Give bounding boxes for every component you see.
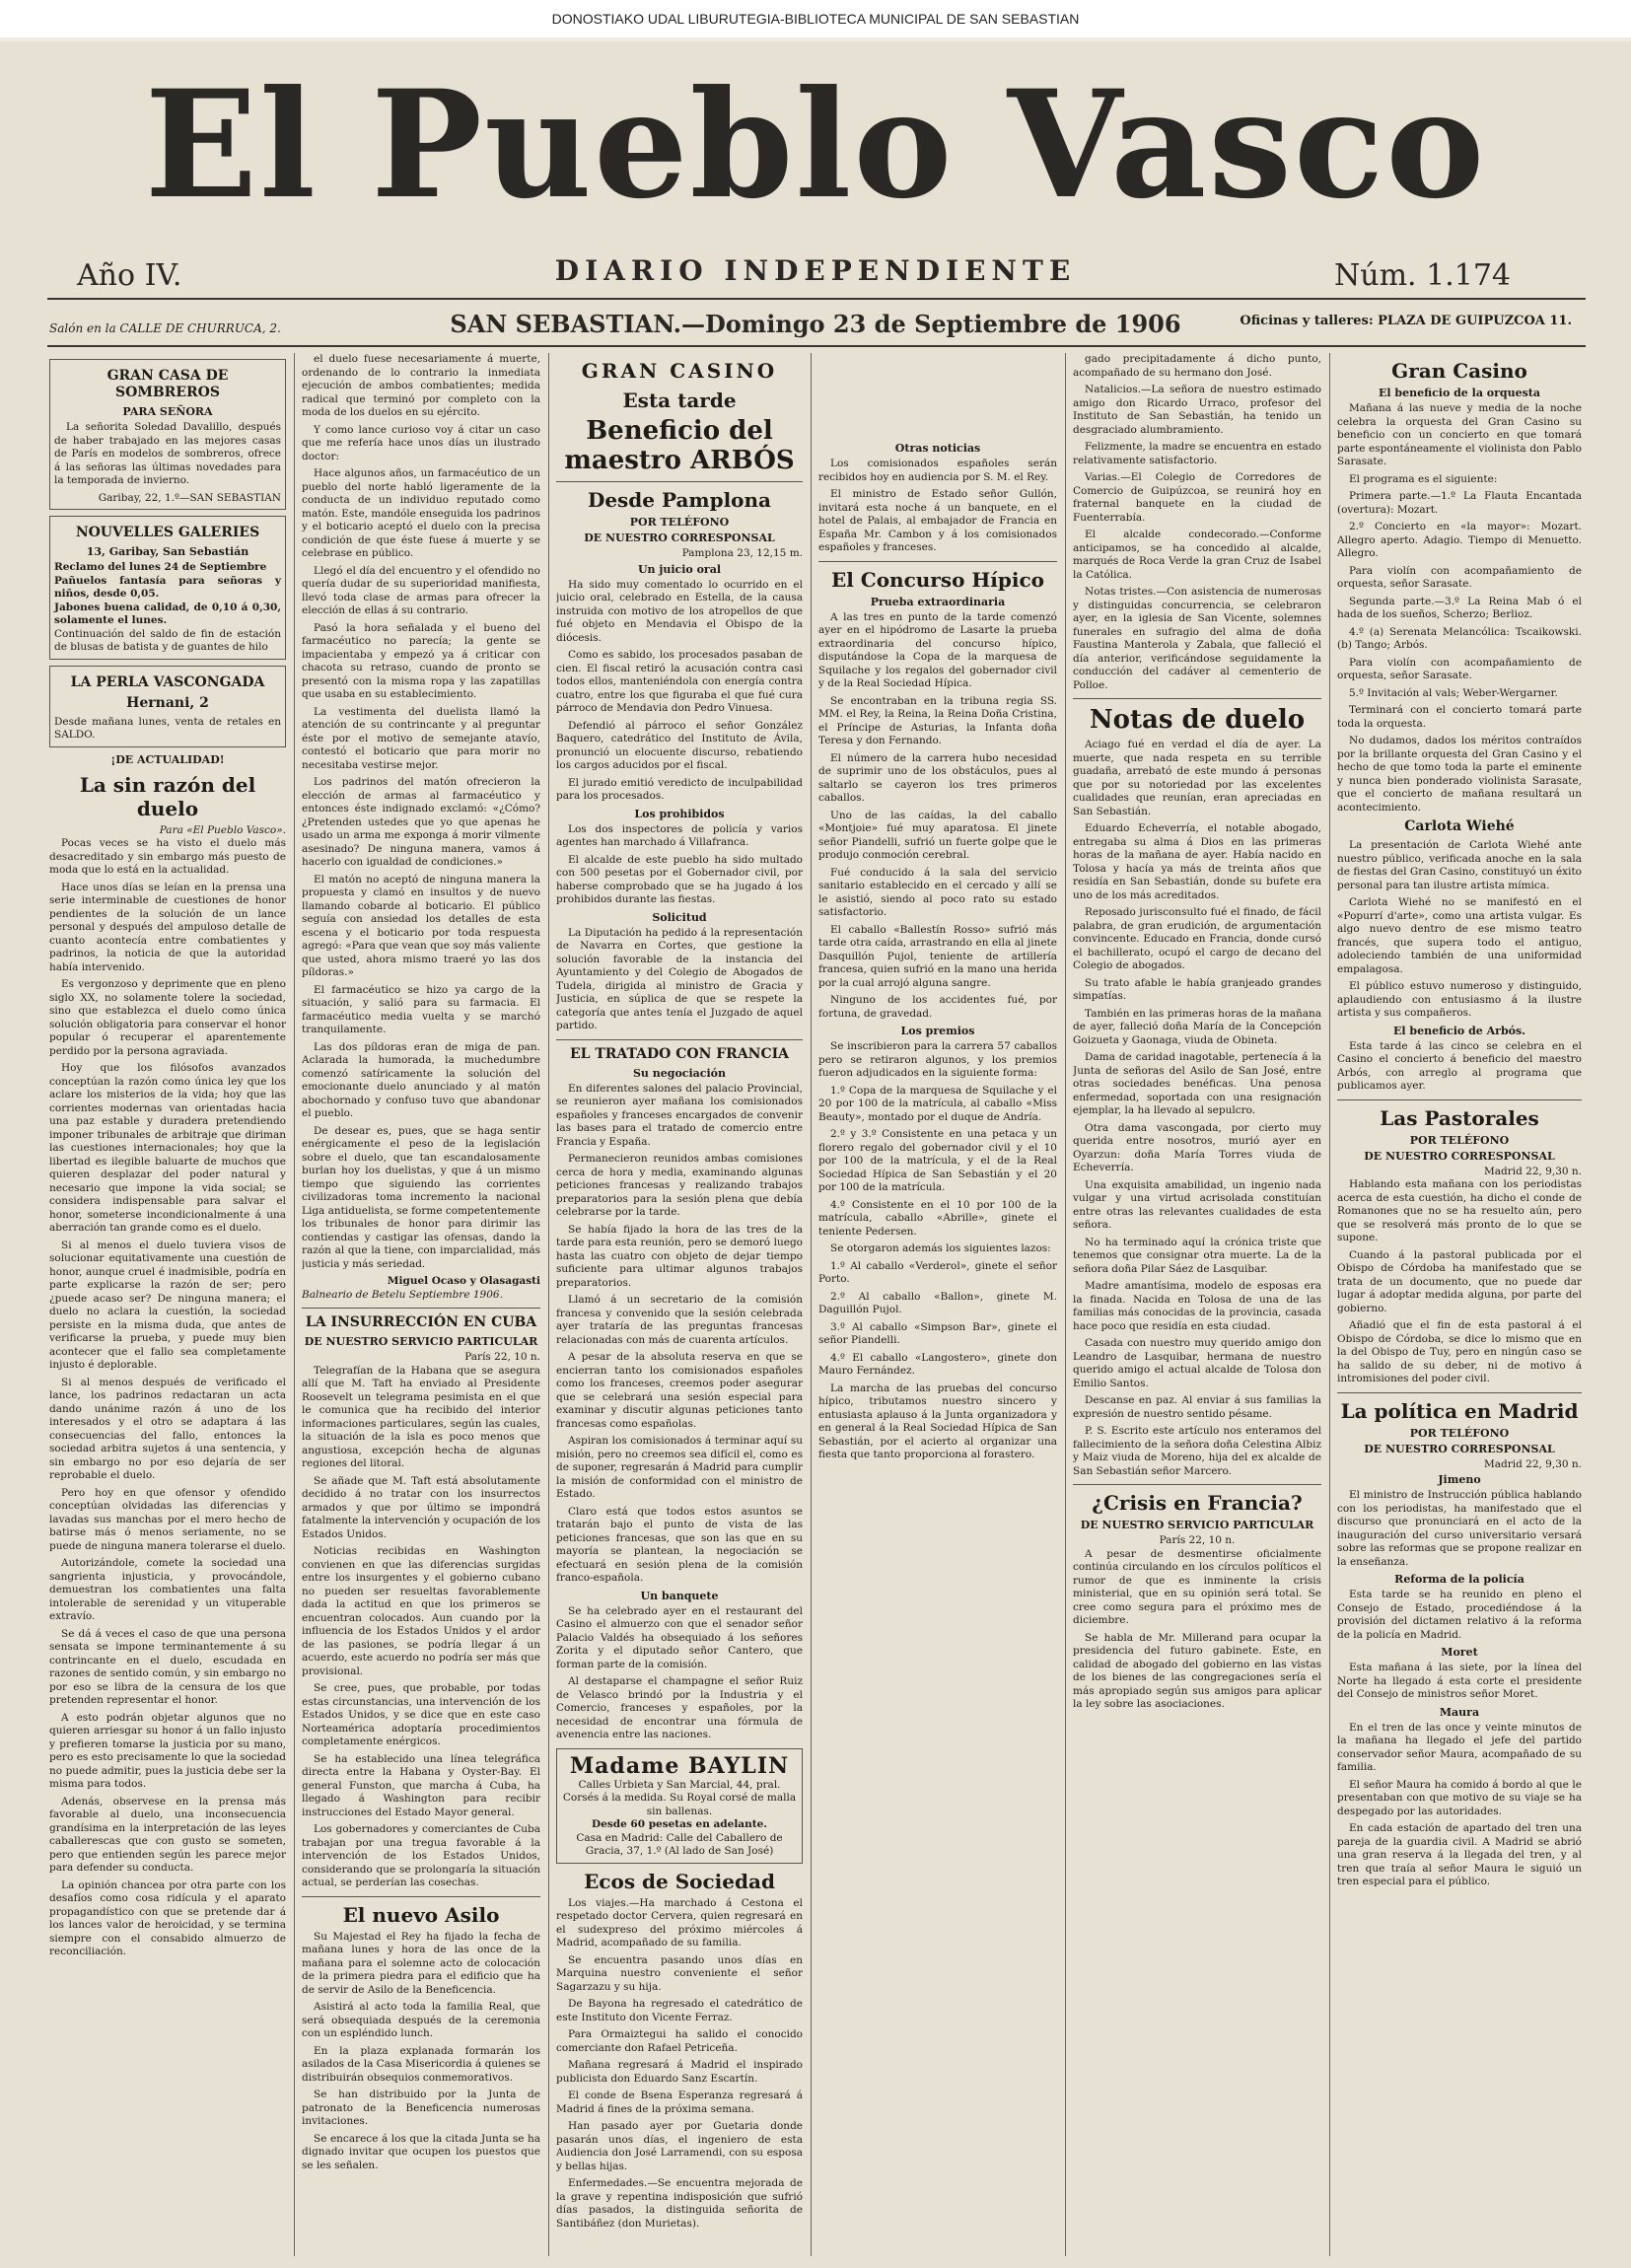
- paragraph: Se ha celebrado ayer en el restaurant del Casino el almuerzo con que el senador señor Palacio Valdés ha obsequiado á los señores Zorita y el diputado señor Cantero, que forman parte de la comisión.: [556, 1604, 803, 1670]
- paragraph: El conde de Bsena Esperanza regresará á Madrid á fines de la próxima semana.: [556, 2090, 803, 2115]
- paragraph: Los comisionados españoles serán recibidos hoy en audiencia por S. M. el Rey.: [818, 458, 1057, 483]
- masthead-rule-bottom: [47, 345, 1586, 347]
- gran-casino-title: Beneficio del maestro ARBÓS: [564, 416, 795, 475]
- paragraph: Añadió que el fin de esta pastoral á el Obispo de Córdoba, se dice lo mismo que en la del Obispo de Tuy, pero en ningún caso se ha salido de su deber, ni de motivo á intromisiones del poder civil.: [1337, 1319, 1582, 1384]
- paragraph: Primera parte.—1.º La Flauta Encantada (overtura): Mozart.: [1337, 490, 1582, 516]
- paragraph: Esta tarde se ha reunido en pleno el Consejo de Estado, procediéndose á la provisión del dictamen relativo á la reforma de la policía en Madrid.: [1337, 1589, 1582, 1641]
- paragraph: Segunda parte.—3.º La Reina Mab ó el hada de los sueños, Scherzo; Berlioz.: [1337, 595, 1582, 620]
- paragraph: Para violín con acompañamiento de orquesta, señor Sarasate.: [1337, 656, 1582, 681]
- article-title: La política en Madrid: [1340, 1398, 1579, 1423]
- ad-text: La señorita Soledad Davalillo, después de haber trabajado en las mejores casas de París en modelos de sombreros, ofrece á las señoras las últimas novedades para la temporada de invierno.: [54, 421, 281, 486]
- paragraph: El farmacéutico se hizo ya cargo de la situación, y salió para su farmacia. El farmacéutico media vuelta y se marchó tranquilamente.: [302, 983, 540, 1035]
- subheading: Jimeno: [1438, 1473, 1481, 1486]
- ad-text: Calles Urbieta y San Marcial, 44, pral. Corsés á la medida. Su Royal corsé de malla sin ballenas.: [562, 1778, 797, 1817]
- paragraph: Varias.—El Colegio de Corredores de Comercio de Guipúzcoa, se reunirá hoy en fraternal banquete en la ciudad de Fuenterrabía.: [1073, 471, 1321, 524]
- paragraph: 4.º El caballo «Langostero», ginete don Mauro Fernández.: [818, 1351, 1057, 1377]
- paragraph: Ninguno de los accidentes fué, por fortuna, de gravedad.: [818, 994, 1057, 1020]
- paragraph: El programa es el siguiente:: [1349, 472, 1498, 485]
- ad-line: Reclamo del lunes 24 de Septiembre: [54, 561, 267, 573]
- article-title: La sin razón del duelo: [79, 772, 256, 820]
- gran-casino-subtitle: Esta tarde: [622, 389, 737, 412]
- ad-madame-baylin: [556, 1748, 803, 1864]
- ad-price: Desde 60 pesetas en adelante.: [592, 1818, 767, 1830]
- salon-address: Salón en la CALLE DE CHURRUCA, 2.: [49, 321, 281, 335]
- paragraph: El jurado emitió veredicto de inculpabilidad para los procesados.: [556, 776, 803, 802]
- paragraph: Telegrafían de la Habana que se asegura allí que M. Taft ha enviado al Presidente Roosevelt un telegrama pesimista en el que le comunica que ha recibido del interior informaciones particulares, según las cuales, la situación de la isla es poco menos que angustiosa, excepción hecha de algunas regiones del litoral.: [302, 1364, 540, 1469]
- paragraph: Permanecieron reunidos ambas comisiones cerca de hora y media, examinando algunas peticiones francesas y realizando trabajos preparatorios para la sesión plena que debía celebrarse por la tarde.: [556, 1153, 803, 1218]
- paragraph: A esto podrán objetar algunos que no quieren arriesgar su honor á un fallo injusto y prefieren tomarse la justicia por su mano, pero es esto precisamente lo que la sociedad no puede admitir, pues la justicia debe ser la misma para todos.: [49, 1711, 286, 1790]
- article-title: LA INSURRECCIÓN EN CUBA: [305, 1314, 537, 1330]
- paragraph: Felizmente, la madre se encuentra en estado relativamente satisfactorio.: [1073, 441, 1321, 466]
- paragraph: La presentación de Carlota Wiehé ante nuestro público, verificada anoche en la sala de fiestas del Gran Casino, constituyó un éxito personal para tan ilustre artista mímica.: [1337, 839, 1582, 891]
- paragraph: Defendió al párroco el señor González Baquero, catedrático del Instituto de Ávila, pronunció un elocuente discurso, rebatiendo los cargos aducidos por el fiscal.: [556, 719, 803, 771]
- masthead-subtitle: DIARIO INDEPENDIENTE: [554, 254, 1077, 287]
- paragraph: Para violín con acompañamiento de orquesta, señor Sarasate.: [1337, 564, 1582, 590]
- subheading: Otras noticias: [894, 442, 981, 455]
- article-title: Gran Casino: [1391, 359, 1527, 383]
- ad-subtitle: PARA SEÑORA: [122, 405, 213, 418]
- paragraph: 3.º Al caballo «Simpson Bar», ginete el señor Piandelli.: [818, 1320, 1057, 1346]
- paragraph: No dudamos, dados los méritos contraídos por la brillante orquesta del Gran Casino y el hecho de que tomo toda la parte el eminente y nunca bien ponderado violinista Sarasate, que el concierto de mañana resultará un acontecimiento.: [1337, 735, 1582, 814]
- column-divider: [1065, 353, 1066, 2256]
- paragraph: Enfermedades.—Se encuentra mejorada de la grave y repentina indisposición que sufrió días pasados, la distinguida señorita de Santibáñez (don Murietas).: [556, 2177, 803, 2230]
- paragraph: Mañana regresará á Madrid el inspirado publicista don Eduardo Sanz Escartín.: [556, 2059, 803, 2085]
- subheading: Prueba extraordinaria: [870, 595, 1006, 608]
- dateline: Madrid 22, 9,30 n.: [1483, 1165, 1582, 1177]
- paragraph: El ministro de Estado señor Gullón, invitará esta noche á un banquete, en el hotel de Palais, al embajador de Francia en España Mr. Cambon y á los comisionados españoles y franceses.: [818, 488, 1057, 553]
- paragraph: Llegó el día del encuentro y el ofendido no quería dudar de su superioridad manifiesta, llevó toda clase de armas para ofrecer la elección de ellas á su contrario.: [302, 564, 540, 616]
- ad-title: GRAN CASA DE SOMBREROS: [106, 368, 229, 400]
- paragraph: El alcalde de este pueblo ha sido multado con 500 pesetas por el Gobernador civil, por haberse comprobado que se ha jugado á los prohibidos durante las fiestas.: [556, 853, 803, 905]
- paragraph: La opinión chancea por otra parte con los desafíos como cosa ridícula y el aparato propagandístico con que se pretende dar á los lances valor de heroicidad, y se termina siempre con el consabido almuerzo de reconciliación.: [49, 1878, 286, 1957]
- article-subtitle: POR TELÉFONO: [629, 516, 730, 529]
- ad-line: Pañuelos fantasía para señoras y niños, desde 0,05.: [54, 574, 281, 600]
- paragraph: Claro está que todos estos asuntos se tratarán bajo el punto de vista de las peticiones francesas, que son las que en su mayoría se plantean, la negociación se efectuará en sesión plena de la comisión franco-española.: [556, 1505, 803, 1584]
- paragraph: Dama de caridad inagotable, pertenecía á la Junta de señoras del Asilo de San José, entre otras sociedades benéficas. Una penosa enfermedad, soportada con una resignación ejemplar, la ha llevado al sepulcro.: [1073, 1051, 1321, 1116]
- paragraph: También en las primeras horas de la mañana de ayer, falleció doña María de la Concepción Goizueta y Gaonaga, viuda de Obineta.: [1073, 1007, 1321, 1046]
- dateline: Pamplona 23, 12,15 m.: [681, 547, 803, 559]
- subheading: El beneficio de Arbós.: [1392, 1024, 1526, 1037]
- paragraph: Se añade que M. Taft está absolutamente decidido á no tratar con los insurrectos armados y que por último se impondrá fatalmente la intervención y ocupación de los Estados Unidos.: [302, 1474, 540, 1540]
- paragraph: Y como lance curioso voy á citar un caso que me refería hace unos días un ilustrado doctor:: [302, 423, 540, 462]
- paragraph: A pesar de desmentirse oficialmente continúa circulando en los círculos políticos el rumor de que es inminente la crisis ministerial, que en su opinión será total. Se cree como segura para el próximo mes de diciembre.: [1073, 1547, 1321, 1626]
- ad-sombreros: [49, 359, 286, 510]
- subheading: Moret: [1441, 1646, 1478, 1659]
- paragraph: Las dos píldoras eran de miga de pan. Aclarada la humorada, la muchedumbre comenzó satíricamente la solución del emocionante duelo anunciado y al matón abochornado y confuso tuvo que abandonar el pueblo.: [302, 1040, 540, 1119]
- paragraph: 4.º Consistente en el 10 por 100 de la matrícula, caballo «Abrille», ginete el teniente Pedersen.: [818, 1198, 1057, 1238]
- paragraph: 1.º Copa de la marquesa de Squilache y el 20 por 100 de la matrícula, al caballo «Miss Beauty», montado por el duque de Andría.: [818, 1084, 1057, 1123]
- paragraph: Reposado jurisconsulto fué el finado, de fácil palabra, de gran erudición, de argumentación convincente. Educado en Francia, donde cursó el bachillerato, ocupó el cargo de decano del Colegio de abogados.: [1073, 906, 1321, 971]
- article-title: El nuevo Asilo: [342, 1902, 500, 1927]
- article-subtitle: DE NUESTRO CORRESPONSAL: [1364, 1149, 1555, 1163]
- paragraph: El señor Maura ha comido á bordo al que le presentaban con que motivo de su viaje se ha despegado por las autoridades.: [1337, 1778, 1582, 1817]
- paragraph: Los padrinos del matón ofrecieron la elección de armas al farmacéutico y entonces éste indignado exclamó: «¿Cómo? ¿Pretenden ustedes que yo que apenas he usado un arma me exponga á morir vilmente asesinado? De ninguna manera, vamos á hacerlo con igualdad de condiciones.»: [302, 776, 540, 868]
- paragraph: Pasó la hora señalada y el bueno del farmacéutico no parecía; la gente se impacientaba y empezó ya á criticar con chacota su retraso, cuando de pronto se presentó con la misma ropa y las zapatillas que usaba en su establecimiento.: [302, 621, 540, 700]
- paragraph: Otra dama vascongada, por cierto muy querida entre nosotros, murió ayer en Oyarzun: doña María Torres viuda de Echeverría.: [1073, 1121, 1321, 1173]
- paragraph: Hace unos días se leían en la prensa una serie interminable de cuestiones de honor pendientes de la solución de un lance personal y después del ampuloso detalle de cuanto acontecía entre combatientes y padrinos, la noticia de que la autoridad había intervenido.: [49, 881, 286, 973]
- ad-address: Casa en Madrid: Calle del Caballero de Gracia, 37, 1.º (Al lado de San José): [576, 1831, 783, 1857]
- subheading: Los premios: [900, 1025, 975, 1037]
- separator: [1337, 1099, 1582, 1100]
- paragraph: Se han distribuido por la Junta de patronato de la Beneficencia numerosas invitaciones.: [302, 2089, 540, 2127]
- paragraph: El ministro de Instrucción pública hablando con los periodistas, ha manifestado que el discurso que pronunciará en el acto de la inauguración del curso universitario versará sobre las reformas que se propone realizar en la enseñanza.: [1337, 1489, 1582, 1568]
- paragraph: Su Majestad el Rey ha fijado la fecha de mañana lunes y hora de las once de la mañana para el solemne acto de colocación de la primera piedra para el edificio que ha de servir de Asilo de la Beneficencia.: [302, 1930, 540, 1996]
- paragraph: Se cree, pues, que probable, por todas estas circunstancias, una intervención de los Estados Unidos, y se dice que en este caso Norteamérica adoptaría procedimientos completamente enérgicos.: [302, 1682, 540, 1747]
- ad-title: LA PERLA VASCONGADA: [70, 673, 265, 690]
- paragraph: Se inscribieron para la carrera 57 caballos pero se retiraron algunos, y los premios fueron adjudicados en la siguiente forma:: [818, 1040, 1057, 1079]
- article-title: Notas de duelo: [1089, 705, 1306, 735]
- subheading: El beneficio de la orquesta: [1379, 387, 1540, 399]
- paragraph: Se encuentra pasando unos días en Marquina nuestro conveniente el señor Sagarzazu y su hija.: [556, 1953, 803, 1993]
- archive-header: DONOSTIAKO UDAL LIBURUTEGIA-BIBLIOTECA MUNICIPAL DE SAN SEBASTIAN: [0, 0, 1631, 37]
- paragraph: Esta tarde á las cinco se celebra en el Casino el concierto á beneficio del maestro Arbós, con arreglo al programa que publicamos ayer.: [1337, 1039, 1582, 1092]
- paragraph: En la plaza explanada formarán los asilados de la Casa Misericordia á quienes se distribuirán obsequios conmemorativos.: [302, 2044, 540, 2084]
- paragraph: Si al menos después de verificado el lance, los padrinos redactaran un acta dando unánime razón á uno de los interesados y el otro se adaptara á las consecuencias del fallo, entonces la sociedad arbitra sujetos á una sentencia, y sin embargo no por eso dejaría de ser reprobable el duelo.: [49, 1376, 286, 1481]
- paragraph: Casada con nuestro muy querido amigo don Leandro de Lasquibar, hermana de nuestro querido amigo el actual alcalde de Tolosa don Emilio Santos.: [1073, 1337, 1321, 1389]
- paragraph: Terminará con el concierto tomará parte toda la orquesta.: [1337, 704, 1582, 730]
- paragraph: No ha terminado aquí la crónica triste que tenemos que consignar otra muerte. La de la señora doña Pilar Sáez de Lasquibar.: [1073, 1236, 1321, 1275]
- column-2: [302, 353, 540, 2256]
- dateline: París 22, 10 n.: [1159, 1534, 1236, 1546]
- subheading: Los prohibidos: [634, 807, 725, 820]
- article-title: Desde Pamplona: [587, 488, 772, 512]
- separator: [556, 481, 803, 482]
- office-address: Oficinas y talleres: PLAZA DE GUIPUZCOA 11.: [1240, 314, 1572, 328]
- paragraph: Descanse en paz. Al enviar á sus familias la expresión de nuestro sentido pésame.: [1073, 1394, 1321, 1420]
- paragraph: De Bayona ha regresado el catedrático de este Instituto don Vicente Ferraz.: [556, 1998, 803, 2023]
- column-divider: [294, 353, 295, 2256]
- ad-line: Jabones buena calidad, de 0,10 á 0,30, solamente el lunes.: [54, 601, 281, 626]
- paragraph: A pesar de la absoluta reserva en que se encierran tanto los comisionados españoles como los franceses, creemos poder asegurar que se celebrará una sesión especial para examinar y discutir algunas peticiones tanto francesas como españolas.: [556, 1351, 803, 1430]
- signature-place: Balneario de Betelu Septiembre 1906.: [302, 1288, 503, 1301]
- column-3: [556, 353, 803, 2256]
- subheading: Su negociación: [632, 1066, 726, 1080]
- column-divider: [1329, 353, 1330, 2256]
- paragraph: el duelo fuese necesariamente á muerte, ordenando de lo contrario la inmediata ejecución de ambos combatientes; medida radical que terminó por completo con la moda de los duelos en su ejército.: [302, 353, 540, 418]
- ad-nouvelles-galeries: [49, 516, 286, 660]
- paragraph: Los dos inspectores de policía y varios agentes han marchado á Villafranca.: [556, 822, 803, 848]
- paragraph: El matón no aceptó de ninguna manera la propuesta y clamó en insultos y de nuevo llamando cobarde al boticario. El público seguía con ansiedad los detalles de esta escena y el boticario por toda respuesta agregó: «Para que vean que soy más valiente que usted, ahora mismo traeré yo las dos píldoras.»: [302, 873, 540, 978]
- separator: [302, 1308, 540, 1309]
- paragraph: De desear es, pues, que se haga sentir enérgicamente el peso de la legislación sobre el duelo, que tan escandalosamente burlan hoy los duelistas, y que á un mismo tiempo que siguiendo las corrientes civilizadoras toma incremento la nacional Liga antiduelista, se forme competentemente los tribunales de honor para dirimir las contiendas y castigar las ofensas, dando la razón al que la tiene, con imparcialidad, más justicia y más seriedad.: [302, 1124, 540, 1270]
- column-divider: [548, 353, 549, 2256]
- paragraph: Para Ormaiztegui ha salido el conocido comerciante don Rafael Petriceña.: [556, 2028, 803, 2054]
- paragraph: Aspiran los comisionados á terminar aquí su misión, pero no creemos sea difícil el, como es de suponer, regresarán á Madrid para cumplir la misión de conformidad con el ministro de Estado.: [556, 1435, 803, 1500]
- article-subtitle: POR TELÉFONO: [1409, 1426, 1510, 1440]
- ad-perla-vascongada: [49, 666, 286, 747]
- subheading: Solicitud: [652, 910, 707, 924]
- paragraph: Noticias recibidas en Washington convienen en que las diferencias surgidas entre los insurgentes y el gobierno cubano no pueden ser resueltas favorablemente dada la actitud en que los primeros se encuentran colocados. Aun cuando por la influencia de los Estados Unidos y el ardor de las pasiones, se podría llegar á un acuerdo, este acuerdo no podría ser más que provisional.: [302, 1545, 540, 1677]
- section-label: ¡DE ACTUALIDAD!: [110, 752, 225, 766]
- masthead-rule-top: [47, 298, 1586, 300]
- ad-address: Garibay, 22, 1.º—SAN SEBASTIAN: [98, 491, 281, 504]
- subheading: Carlota Wiehé: [1404, 818, 1515, 834]
- paragraph: Se encontraban en la tribuna regia SS. MM. el Rey, la Reina, la Reina Doña Cristina, el Príncipe de Asturias, la Infanta doña Teresa y don Fernando.: [818, 694, 1057, 746]
- paragraph: Al destaparse el champagne el señor Ruiz de Velasco brindó por la Industria y el Comercio, franceses y españoles, por la necesidad de encontrar una fórmula de avenencia entre las naciones.: [556, 1675, 803, 1740]
- paragraph: En el tren de las once y veinte minutos de la mañana ha llegado el jefe del partido conservador señor Maura, acompañado de su familia.: [1337, 1721, 1582, 1773]
- paragraph: Se había fijado la hora de las tres de la tarde para esta reunión, pero se demoró luego hasta las cuatro con objeto de dejar tiempo suficiente para ultimar algunos trabajos preparatorios.: [556, 1223, 803, 1289]
- column-divider: [811, 353, 812, 2256]
- separator: [556, 1039, 803, 1040]
- paragraph: 2.º Al caballo «Ballon», ginete M. Daguillón Pujol.: [818, 1290, 1057, 1315]
- ad-address: Hernani, 2: [126, 694, 209, 711]
- paragraph: Ha sido muy comentado lo ocurrido en el juicio oral, celebrado en Estella, de la causa instruida con motivo de los atropellos de que fué objeto en Mendavia el Obispo de la diócesis.: [556, 578, 803, 644]
- paragraph: Llamó á un secretario de la comisión francesa y convenido que la sesión celebrada ayer trataría de las preguntas francesas relacionadas con más de cuarenta artículos.: [556, 1294, 803, 1346]
- article-subtitle: DE NUESTRO SERVICIO PARTICULAR: [304, 1335, 538, 1348]
- article-title: EL TRATADO CON FRANCIA: [569, 1045, 790, 1062]
- paragraph: 2.º y 3.º Consistente en una petaca y un florero regalo del gobernador civil y el 10 por 100 de la matrícula, y el de la Real Sociedad Hípica de San Sebastián y el 20 por 100 de la matrícula.: [818, 1128, 1057, 1193]
- paragraph: Eduardo Echeverría, el notable abogado, entregaba su alma á Dios en las primeras horas de la mañana de ayer. Había nacido en Tolosa y hacía ya más de treinta años que residía en San Sebastián, donde su bufete era uno de los más acreditados.: [1073, 822, 1321, 901]
- paragraph: Hace algunos años, un farmacéutico de un pueblo del norte habló ligeramente de la conducta de un individuo reputado como matón. Este, mandóle enseguida los padrinos y el boticario aceptó el duelo con la precisa condición de que éste fuese á muerte y se celebrase en público.: [302, 467, 540, 559]
- paragraph: La Diputación ha pedido á la representación de Navarra en Cortes, que gestione la solución favorable de la instancia del Ayuntamiento y del Colegio de Abogados de Tudela, dirigida al ministro de Gracia y Justicia, en súplica de que se respete la categoría que antes tenía el Juzgado de aquel partido.: [556, 926, 803, 1031]
- paragraph: Notas tristes.—Con asistencia de numerosas y distinguidas concurrencia, se celebraron ayer, en la iglesia de San Vicente, solemnes funerales en sufragio del alma de doña Faustina Manterola y Zabala, que falleció el día anterior, verificándose seguidamente la conducción del cadáver al cementerio de Polloe.: [1073, 586, 1321, 691]
- column-6: [1337, 353, 1582, 2256]
- paragraph: Los gobernadores y comerciantes de Cuba trabajan por una tregua favorable á la intervención de los Estados Unidos, considerando que se prolongaría la situación actual, se perderían las cosechas.: [302, 1823, 540, 1888]
- ad-title: Madame BAYLIN: [569, 1752, 790, 1779]
- subheading: Maura: [1439, 1705, 1480, 1719]
- paragraph: Natalicios.—La señora de nuestro estimado amigo don Ricardo Urraco, profesor del Instituto de San Sebastián, ha tenido un desgraciado alumbramiento.: [1073, 384, 1321, 436]
- paragraph: Como es sabido, los procesados pasaban de cien. El fiscal retiró la acusación contra casi todos ellos, manteniéndola con energía contra cuatro, entre los que figuraba el que fué cura párroco de Mendavia don Pedro Vinuesa.: [556, 649, 803, 714]
- article-title: ¿Crisis en Francia?: [1092, 1491, 1303, 1515]
- ad-line: Continuación del saldo de fin de estación de blusas de batista y de guantes de hilo: [54, 627, 281, 653]
- paragraph: Es vergonzoso y deprimente que en pleno siglo XX, no solamente tolere la sociedad, sino que establezca el duelo como única solución obligatoria para conservar el honor popular ó recuperar el aparentemente perdido por la persona agraviada.: [49, 978, 286, 1057]
- paragraph: Han pasado ayer por Guetaria donde pasarán unos días, el ingeniero de esta Audiencia don José Larramendi, con su esposa y bellas hijas.: [556, 2120, 803, 2172]
- paragraph: Fué conducido á la sala del servicio sanitario establecido en el cercado y allí se le asistió, siendo al poco rato su estado satisfactorio.: [818, 866, 1057, 918]
- paragraph: Se otorgaron además los siguientes lazos:: [830, 1242, 1051, 1254]
- article-title: Ecos de Sociedad: [584, 1869, 775, 1893]
- paragraph: El número de la carrera hubo necesidad de suprimir uno de los obstáculos, pues al saltarlo se cayeron los tres primeros caballos.: [818, 751, 1057, 804]
- paragraph: 5.º Invitación al vals; Weber-Wergarner.: [1349, 686, 1558, 699]
- article-subtitle: DE NUESTRO CORRESPONSAL: [1364, 1442, 1555, 1455]
- ad-address: 13, Garibay, San Sebastián: [86, 545, 249, 558]
- ad-text: Desde mañana lunes, venta de retales en SALDO.: [54, 715, 281, 741]
- article-title: El Concurso Hípico: [830, 567, 1044, 592]
- paragraph: 1.º Al caballo «Verderol», ginete el señor Porto.: [818, 1259, 1057, 1285]
- paragraph: Cuando á la pastoral publicada por el Obispo de Córdoba ha manifestado que se trata de un documento, que no puede dar lugar á adoptar medida alguna, por parte del gobierno.: [1337, 1248, 1582, 1314]
- paragraph: Carlota Wiehé no se manifestó en el «Popurrí d'arte», como una artista vulgar. Es algo nuevo dentro de ese mismo teatro francés, que supera todo el antiguo, adoleciendo también de una uniformidad empalagosa.: [1337, 896, 1582, 975]
- paragraph: El alcalde condecorado.—Conforme anticipamos, se ha concedido al alcalde, marqués de Roca Verde la gran Cruz de Isabel la Católica.: [1073, 529, 1321, 581]
- gran-casino-header: GRAN CASINO: [581, 359, 778, 383]
- article-title: Las Pastorales: [1380, 1105, 1539, 1130]
- separator: [818, 561, 1057, 562]
- byline: Para «El Pueblo Vasco».: [159, 823, 286, 836]
- paragraph: Asistirá al acto toda la familia Real, que será obsequiada después de la ceremonia con un espléndido lunch.: [302, 2001, 540, 2039]
- subheading: Reforma de la policía: [1394, 1573, 1525, 1586]
- paragraph: En diferentes salones del palacio Provincial, se reunieron ayer mañana los comisionados españoles y franceses encargados de convenir las bases para el tratado de comercio entre Francia y España.: [556, 1082, 803, 1148]
- column-4: [818, 353, 1057, 2256]
- paragraph: Pocas veces se ha visto el duelo más desacreditado y sin embargo más puesto de moda que lo está en la actualidad.: [49, 837, 286, 876]
- issue-number: Núm. 1.174: [1334, 258, 1511, 293]
- paragraph: La vestimenta del duelista llamó la atención de su contrincante y al preguntar éste por el motivo de semejante atavío, contestó el boticario que para morir no necesitaba vestirse mejor.: [302, 705, 540, 771]
- paragraph: gado precipitadamente á dicho punto, acompañado de su hermano don José.: [1073, 353, 1321, 379]
- paragraph: Se ha establecido una línea telegráfica directa entre la Habana y Oyster-Bay. El general Funston, que marcha á Cuba, ha llegado á Washington para recibir instrucciones del Estado Mayor general.: [302, 1752, 540, 1818]
- separator: [1073, 698, 1321, 699]
- dateline: Madrid 22, 9,30 n.: [1483, 1457, 1582, 1470]
- year-number: Año IV.: [77, 258, 182, 293]
- column-1: [49, 353, 286, 2256]
- masthead-title: El Pueblo Vasco: [144, 58, 1487, 232]
- column-5: [1073, 353, 1321, 2256]
- paragraph: Hoy que los filósofos avanzados conceptúan la razón como única ley que los aclare los misterios de la vida; hoy que las corrientes modernas van orientadas hacia una paz estable y duradera pretendiendo imponer tribunales de arbitraje que diriman las cuestiones internacionales; hoy que la libertad es ilegible baluarte de muchos que quieren desplazar del poder natural y necesario que impone la vida social; se considera indispensable para salvar el honor, someterse incondicionalmente á una aberración tan grande como es el duelo.: [49, 1062, 286, 1234]
- paragraph: El público estuvo numeroso y distinguido, aplaudiendo con entusiasmo á la ilustre artista y sus compañeros.: [1337, 980, 1582, 1019]
- article-subtitle: DE NUESTRO SERVICIO PARTICULAR: [1080, 1519, 1314, 1531]
- paragraph: Se encarece á los que la citada Junta se ha dignado invitar que ocupen los puestos que se les señalen.: [302, 2132, 540, 2171]
- paragraph: Pero hoy en que ofensor y ofendido conceptúan olvidadas las diferencias y lavadas sus manchas por el mero hecho de batirse más ó menos seriamente, no se puede de ninguna manera tolerarse el duelo.: [49, 1486, 286, 1552]
- article-subtitle: DE NUESTRO CORRESPONSAL: [584, 532, 775, 544]
- dateline: París 22, 10 n.: [464, 1351, 540, 1363]
- paragraph: 4.º (a) Serenata Melancólica: Tscaikowski. (b) Tango; Arbós.: [1337, 625, 1582, 651]
- paragraph: Adenás, observese en la prensa más favorable al duelo, una inconsecuencia grandísima en la interpretación de las leyes caballerescas que con gusto se someten, pero que entienden según les parece mejor para defender su conducta.: [49, 1795, 286, 1874]
- ad-title: NOUVELLES GALERIES: [75, 525, 260, 540]
- paragraph: Aciago fué en verdad el día de ayer. La muerte, que nada respeta en su terrible guadaña, arrebató de este mundo á personas que por su notoriedad por las excelentes cualidades que reunían, eran apreciadas en San Sebastián.: [1073, 739, 1321, 817]
- signature: Miguel Ocaso y Olasagasti: [387, 1275, 540, 1287]
- paragraph: A las tres en punto de la tarde comenzó ayer en el hipódromo de Lasarte la prueba extraordinaria del concurso hípico, disputándose la Copa de la marquesa de Squilache y los regalos del gobernador civil y de la Real Sociedad Hípica.: [818, 610, 1057, 689]
- paragraph: Su trato afable le había granjeado grandes simpatías.: [1073, 976, 1321, 1002]
- paragraph: Madre amantísima, modelo de esposas era la finada. Nacida en Tolosa de una de las familias más conocidas de la provincia, casada hace poco que residía en esta ciudad.: [1073, 1280, 1321, 1332]
- subheading: Un juicio oral: [637, 562, 722, 576]
- subheading: Un banquete: [640, 1589, 719, 1602]
- paragraph: La marcha de las pruebas del concurso hípico, tributamos nuestro sincero y entusiasta aplauso á la Junta organizadora y en general á la Real Sociedad Hípica de San Sebastián, por el acierto al organizar una fiesta que tanto proporciona al forastero.: [818, 1382, 1057, 1460]
- separator: [1337, 1392, 1582, 1393]
- paragraph: Se dá á veces el caso de que una persona sensata se impone terminantemente á su contrincante en el duelo, escudada en razones de sentido común, y sin embargo no por eso se libra de la censura de los que pretenden representar el honor.: [49, 1627, 286, 1706]
- paragraph: Autorizándole, comete la sociedad una sangrienta injusticia, y provocándole, demuestran los combatientes una falta intolerable de serenidad y un vituperable extravío.: [49, 1557, 286, 1622]
- paragraph: Mañana á las nueve y media de la noche celebra la orquesta del Gran Casino su beneficio con un concierto en que tomará parte espontáneamente el violinista don Pablo Sarasate.: [1337, 402, 1582, 467]
- paragraph: Hablando esta mañana con los periodistas acerca de esta cuestión, ha dicho el conde de Romanones que no se ha resuelto aún, pero que se resolverá más pronto de lo que se supone.: [1337, 1178, 1582, 1243]
- paragraph: En cada estación de apartado del tren una pareja de la guardia civil. A Madrid se abrió una gran reserva á la llegada del tren, y al tren que traía al señor Maura le siguió un tren especial para el público.: [1337, 1822, 1582, 1887]
- dateline: SAN SEBASTIAN.—Domingo 23 de Septiembre de 1906: [450, 310, 1181, 338]
- paragraph: Se habla de Mr. Millerand para ocupar la presidencia del futuro gabinete. Este, en calidad de abogado del gobierno en las vistas de los bienes de las congregaciones sería el más apropiado según sus amigos para aplicar la ley sobre las asociaciones.: [1073, 1631, 1321, 1710]
- paragraph: Si al menos el duelo tuviera visos de solucionar equitativamente una cuestión de honor, aunque cruel é inadmisible, podría en parte explicarse la razón de ser; pero ¿puede acaso ser? De ninguna manera; el duelo no aclara la cuestión, la sociedad persiste en la misma duda, que antes de verificarse la prueba, y puede muy bien acontecer que el fallo sea completamente injusto é deplorable.: [49, 1239, 286, 1371]
- paragraph: El caballo «Ballestín Rosso» sufrió más tarde otra caída, arrastrando en ella al jinete Dasquillón Pujol, teniente de artillería francesa, quien sufrió en la mano una herida por la cual arrojó alguna sangre.: [818, 923, 1057, 989]
- paragraph: Uno de las caídas, la del caballo «Montjoie» fué muy aparatosa. El jinete señor Piandelli, sufrió un fuerte golpe que le produjo conmoción cerebral.: [818, 809, 1057, 861]
- article-subtitle: POR TELÉFONO: [1409, 1133, 1510, 1147]
- paragraph: P. S. Escrito este artículo nos enteramos del fallecimiento de la señora doña Celestina Albiz y Maiz viuda de Moreno, hija del ex alcalde de San Sebastián señor Marcero.: [1073, 1425, 1321, 1477]
- separator: [302, 1896, 540, 1897]
- paragraph: Una exquisita amabilidad, un ingenio nada vulgar y una virtud acrisolada constituían entre otras las relevantes cualidades de esta señora.: [1073, 1178, 1321, 1231]
- paragraph: 2.º Concierto en «la mayor»: Mozart. Allegro aperto. Adagio. Tiempo di Menuetto. Allegro.: [1337, 521, 1582, 559]
- separator: [1073, 1484, 1321, 1485]
- paragraph: Los viajes.—Ha marchado á Cestona el respetado doctor Cervera, quien regresará en el sudexpreso del próximo miércoles á Madrid, acompañado de su familia.: [556, 1896, 803, 1949]
- paragraph: Esta mañana á las siete, por la línea del Norte ha llegado á esta corte el presidente del Consejo de ministros señor Moret.: [1337, 1662, 1582, 1700]
